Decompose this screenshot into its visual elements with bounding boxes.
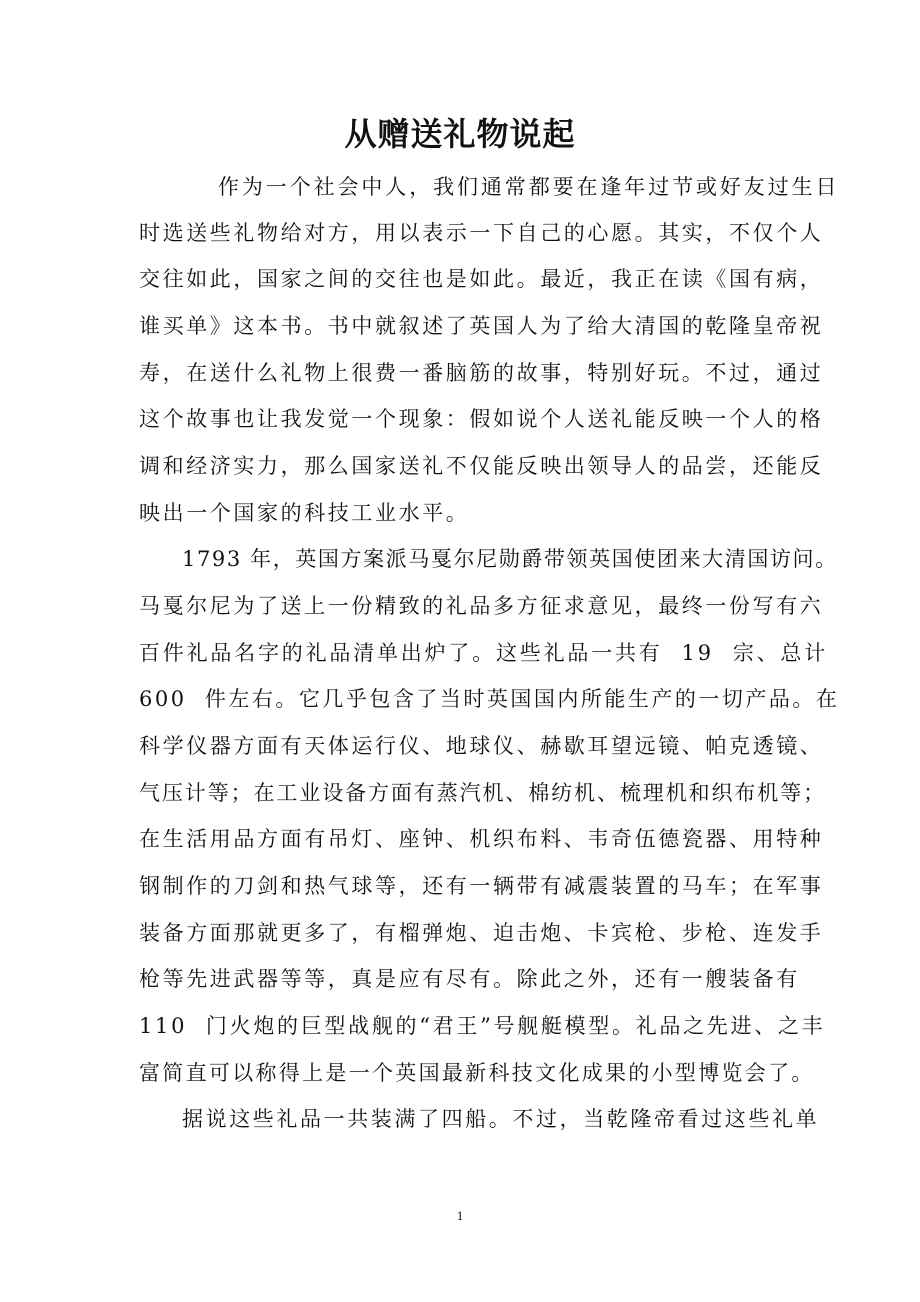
paragraph-line: 调和经济实力，那么国家送礼不仅能反映出领导人的品尝，还能反	[139, 454, 824, 478]
paragraph-line: 装备方面那就更多了，有榴弹炮、迫击炮、卡宾枪、步枪、连发手	[139, 921, 824, 945]
page-number: 1	[456, 1208, 464, 1223]
paragraph-line: 交往如此，国家之间的交往也是如此。最近，我正在读《国有病，	[139, 267, 824, 291]
paragraph-line: 作为一个社会中人，我们通常都要在逢年过节或好友过生日	[218, 175, 840, 199]
paragraph-line: 600 件左右。它几乎包含了当时英国国内所能生产的一切产品。在	[139, 687, 840, 711]
page-title: 从赠送礼物说起	[344, 115, 576, 153]
paragraph-line: 在生活用品方面有吊灯、座钟、机织布料、韦奇伍德瓷器、用特种	[139, 827, 824, 851]
paragraph-line: 寿，在送什么礼物上很费一番脑筋的故事，特别好玩。不过，通过	[139, 361, 824, 385]
paragraph-line: 映出一个国家的科技工业水平。	[139, 501, 470, 525]
paragraph-line: 富简直可以称得上是一个英国最新科技文化成果的小型博览会了。	[139, 1061, 815, 1085]
paragraph-line: 110 门火炮的巨型战舰的“君王”号舰艇模型。礼品之先进、之丰	[139, 1014, 826, 1038]
paragraph-line: 谁买单》这本书。书中就叙述了英国人为了给大清国的乾隆皇帝祝	[139, 314, 824, 338]
paragraph-line: 枪等先进武器等等，真是应有尽有。除此之外，还有一艘装备有	[139, 967, 800, 991]
paragraph-line: 这个故事也让我发觉一个现象：假如说个人送礼能反映一个人的格	[139, 407, 824, 431]
paragraph-line: 时选送些礼物给对方，用以表示一下自己的心愿。其实，不仅个人	[139, 221, 824, 245]
paragraph-line: 气压计等；在工业设备方面有蒸汽机、棉纺机、梳理机和织布机等；	[139, 781, 826, 805]
paragraph-line: 据说这些礼品一共装满了四船。不过，当乾隆帝看过这些礼单	[182, 1107, 820, 1131]
paragraph-line: 马戛尔尼为了送上一份精致的礼品多方征求意见，最终一份写有六	[139, 594, 824, 618]
paragraph-line: 科学仪器方面有天体运行仪、地球仪、赫歇耳望远镜、帕克透镜、	[139, 734, 824, 758]
paragraph-line: 百件礼品名字的礼品清单出炉了。这些礼品一共有 19 宗、总计	[139, 641, 829, 665]
paragraph-line: 钢制作的刀剑和热气球等，还有一辆带有减震装置的马车；在军事	[139, 874, 824, 898]
paragraph-line: 1793 年，英国方案派马戛尔尼勋爵带领英国使团来大清国访问。	[182, 547, 838, 571]
